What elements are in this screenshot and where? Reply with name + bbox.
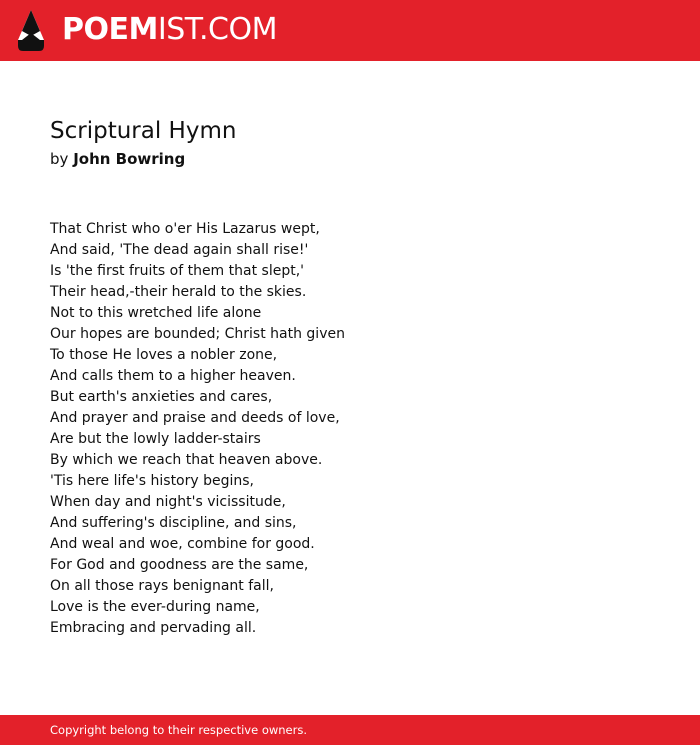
copyright-text: Copyright belong to their respective owners.: [50, 723, 308, 737]
poem-line: And said, 'The dead again shall rise!': [50, 242, 309, 258]
pencil-icon[interactable]: [18, 10, 44, 51]
by-label: by: [50, 150, 69, 168]
poem-author: John Bowring: [73, 150, 186, 168]
poem-line: Embracing and pervading all.: [50, 620, 257, 636]
site-header: [0, 0, 700, 61]
poem-line: But earth's anxieties and cares,: [50, 389, 273, 405]
poem-line: Love is the ever-during name,: [50, 599, 260, 615]
logo-text-light: IST.COM: [157, 12, 277, 47]
poem-line: To those He loves a nobler zone,: [50, 347, 278, 363]
site-logo[interactable]: [62, 11, 277, 49]
poem-line: Not to this wretched life alone: [50, 305, 262, 321]
poem-line: And suffering's discipline, and sins,: [50, 515, 297, 531]
poem-line: For God and goodness are the same,: [50, 557, 309, 573]
poem-body: [50, 219, 345, 639]
poem-line: Our hopes are bounded; Christ hath given: [50, 326, 345, 342]
poem-title: Scriptural Hymn: [50, 118, 237, 144]
poem-line: And calls them to a higher heaven.: [50, 368, 296, 384]
poem-byline: [50, 149, 185, 169]
logo-text-bold: POEM: [62, 12, 158, 47]
poem-line: On all those rays benignant fall,: [50, 578, 274, 594]
poem-line: Their head,-their herald to the skies.: [50, 284, 307, 300]
poem-line: And weal and woe, combine for good.: [50, 536, 315, 552]
poem-line: When day and night's vicissitude,: [50, 494, 286, 510]
poem-line: That Christ who o'er His Lazarus wept,: [50, 221, 320, 237]
poem-line: Is 'the first fruits of them that slept,': [50, 263, 304, 279]
poem-line: 'Tis here life's history begins,: [50, 473, 255, 489]
poem-line: Are but the lowly ladder-stairs: [50, 431, 261, 447]
site-footer: [0, 715, 700, 745]
poem-line: And prayer and praise and deeds of love,: [50, 410, 340, 426]
poem-line: By which we reach that heaven above.: [50, 452, 323, 468]
